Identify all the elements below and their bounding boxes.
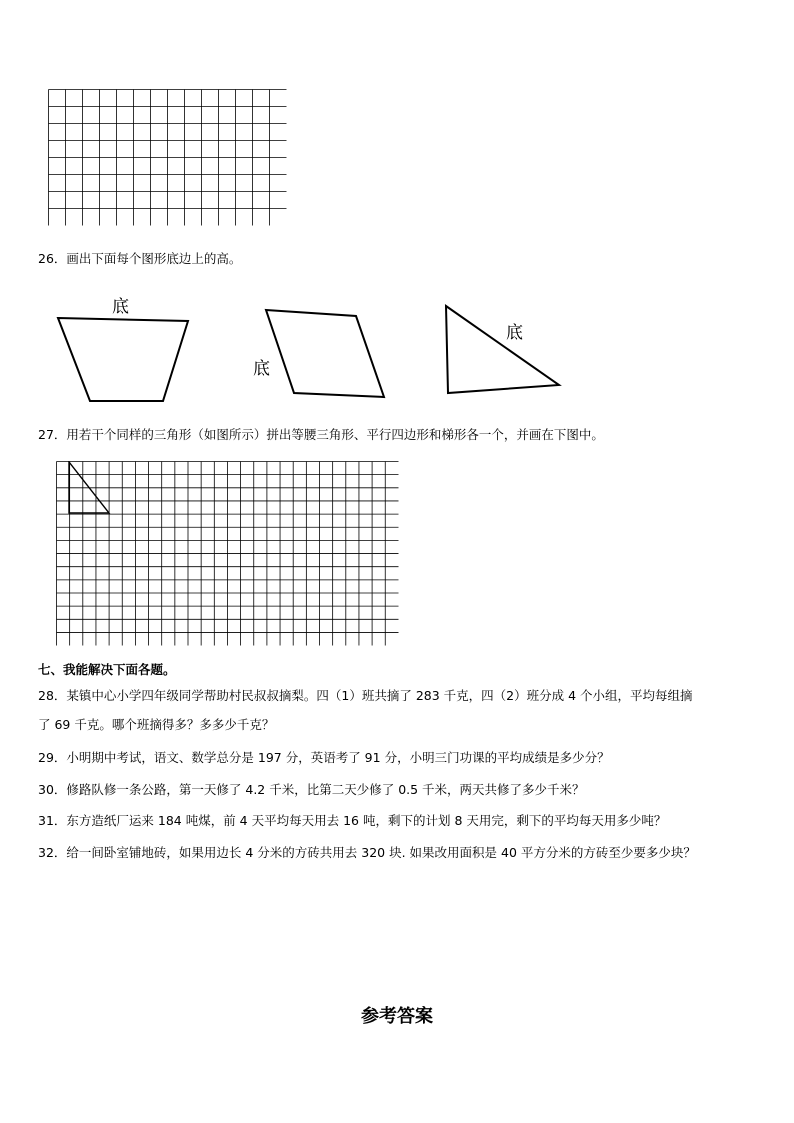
top-square-grid: [48, 89, 288, 229]
section-7-heading: 七、我能解决下面各题。: [38, 662, 176, 677]
question-28-line-1: 28．某镇中心小学四年级同学帮助村民叔叔摘梨。四（1）班共摘了 283 千克，四（2）班分成 4 个小组，平均每组摘: [38, 688, 693, 703]
grid-lines: [57, 462, 399, 646]
parallelogram-shape: [266, 310, 384, 397]
question-31: 31．东方造纸厂运来 184 吨煤，前 4 天平均每天用去 16 吨，剩下的计划 8 天用完，剩下的平均每天用多少吨？: [38, 813, 667, 828]
question-28-line-2: 了 69 千克。哪个班摘得多？多多少千克？: [38, 717, 275, 732]
question-27: 27．用若干个同样的三角形（如图所示）拼出等腰三角形、平行四边形和梯形各一个，并画在下图中。: [38, 427, 604, 442]
question-26: 26．画出下面每个图形底边上的高。: [38, 251, 242, 266]
parallelogram-base-label: 底: [253, 359, 270, 379]
q27-square-grid: [56, 461, 400, 649]
trapezoid-base-label: 底: [112, 297, 129, 317]
q26-shapes: [40, 290, 580, 415]
grid-lines: [49, 90, 287, 226]
question-32: 32．给一间卧室铺地砖，如果用边长 4 分米的方砖共用去 320 块. 如果改用面积是 40 平方分米的方砖至少要多少块？: [38, 845, 696, 860]
question-29: 29．小明期中考试，语文、数学总分是 197 分，英语考了 91 分，小明三门功课的平均成绩是多少分？: [38, 750, 610, 765]
question-30: 30．修路队修一条公路，第一天修了 4.2 千米，比第二天少修了 0.5 千米，两天共修了多少千米？: [38, 782, 585, 797]
right-triangle-shape: [446, 306, 559, 393]
trapezoid-shape: [58, 318, 188, 401]
answer-key-title: 参考答案: [361, 1006, 433, 1027]
triangle-base-label: 底: [506, 323, 523, 343]
